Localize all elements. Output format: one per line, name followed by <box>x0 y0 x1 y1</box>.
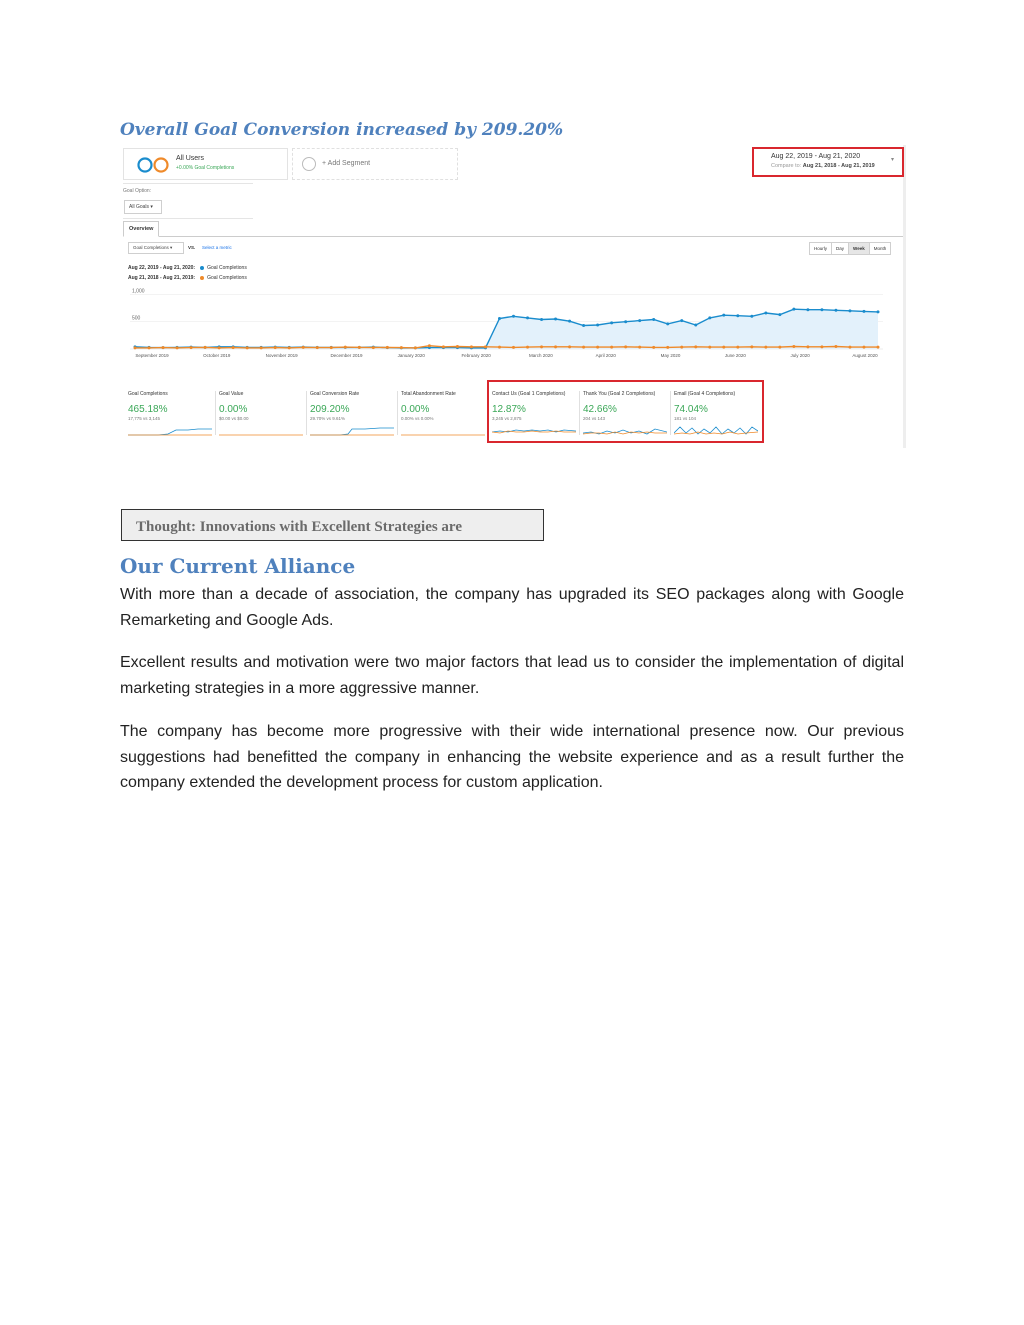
data-point <box>736 314 739 317</box>
data-point <box>792 308 795 311</box>
x-tick-label: October 2019 <box>203 353 231 358</box>
thought-box <box>121 509 544 541</box>
data-point <box>190 346 193 349</box>
data-point <box>652 346 655 349</box>
add-segment-button[interactable] <box>292 148 458 180</box>
scorecard-name: Contact Us (Goal 1 Completions) <box>492 391 566 397</box>
tab-baseline <box>123 236 903 237</box>
data-point <box>246 346 249 349</box>
data-point <box>218 346 221 349</box>
data-point <box>512 346 515 349</box>
data-point <box>862 346 865 349</box>
data-point <box>344 346 347 349</box>
data-point <box>260 346 263 349</box>
data-point <box>750 345 753 348</box>
data-point <box>680 346 683 349</box>
sparkline <box>128 423 212 437</box>
data-point <box>148 346 151 349</box>
period-day-button[interactable]: Day <box>831 242 849 255</box>
period-week-button[interactable]: Week <box>848 242 870 255</box>
scorecard-comparison: 0.00% vs 0.00% <box>401 416 434 421</box>
data-point <box>708 316 711 319</box>
report-heading: Overall Goal Conversion increased by 209.20% <box>120 120 564 140</box>
scorecard-goal-value[interactable] <box>217 387 305 441</box>
data-point <box>624 345 627 348</box>
segment-subtitle: +0.00% Goal Completions <box>176 165 235 171</box>
scorecard-value: 0.00% <box>401 404 430 415</box>
segment-rings-icon <box>137 156 171 174</box>
data-point <box>484 345 487 348</box>
data-point <box>666 346 669 349</box>
segment-title: All Users <box>176 155 205 162</box>
metric-select-value: Goal Completions <box>133 245 169 250</box>
data-point <box>358 346 361 349</box>
data-point <box>834 345 837 348</box>
divider <box>123 183 253 184</box>
data-point <box>877 346 880 349</box>
y-tick-label: 1,000 <box>132 288 145 295</box>
data-point <box>204 346 207 349</box>
paragraph-1: With more than a decade of association, the company has upgraded its SEO packages along with Google Remarketing and Google Ads. <box>120 586 904 629</box>
scorecard-name: Total Abandonment Rate <box>401 391 456 397</box>
scorecard-comparison: 29.70% vs 9.61% <box>310 416 346 421</box>
divider <box>397 391 398 435</box>
data-point <box>764 346 767 349</box>
add-segment-circle-icon <box>302 157 316 171</box>
x-tick-label: August 2020 <box>852 353 878 358</box>
scorecard-value: 42.66% <box>583 404 617 415</box>
compare-range: Aug 21, 2018 - Aug 21, 2019 <box>802 163 875 169</box>
data-point <box>806 308 809 311</box>
data-point <box>330 346 333 349</box>
scorecard-value: 465.18% <box>128 404 168 415</box>
data-point <box>134 346 137 349</box>
vs-label: VS. <box>188 245 196 250</box>
data-point <box>274 346 277 349</box>
scorecard-comparison: 17,775 vs 3,145 <box>128 416 161 421</box>
data-point <box>442 345 445 348</box>
data-point <box>302 346 305 349</box>
data-point <box>596 324 599 327</box>
scorecard-comparison: $0.00 vs $0.00 <box>219 416 249 421</box>
data-point <box>568 320 571 323</box>
scorecard-goal-completions[interactable] <box>126 387 214 441</box>
legend-current-metric: Goal Completions <box>207 265 247 271</box>
data-point <box>176 346 179 349</box>
legend-previous-range: Aug 21, 2018 - Aug 21, 2019: <box>128 275 196 281</box>
data-point <box>386 346 389 349</box>
scorecard-total-abandonment-rate[interactable] <box>399 387 487 441</box>
scorecard-value: 74.04% <box>674 404 708 415</box>
data-point <box>232 346 235 349</box>
data-point <box>736 346 739 349</box>
data-point <box>470 345 473 348</box>
data-point <box>428 344 431 347</box>
data-point <box>848 309 851 312</box>
data-point <box>540 345 543 348</box>
legend-current <box>128 265 247 271</box>
compare-range-row <box>771 163 875 169</box>
x-tick-label: March 2020 <box>529 353 553 358</box>
scorecard-name: Thank You (Goal 2 Completions) <box>583 391 656 397</box>
chevron-down-icon: ▾ <box>890 157 894 163</box>
data-point <box>582 346 585 349</box>
x-tick-label: January 2020 <box>397 353 425 358</box>
data-point <box>554 318 557 321</box>
goal-option-select[interactable] <box>124 200 162 214</box>
scorecard-comparison: 3,245 vs 2,875 <box>492 416 522 421</box>
data-point <box>512 315 515 318</box>
scorecard-value: 12.87% <box>492 404 526 415</box>
divider <box>123 218 253 219</box>
data-point <box>540 318 543 321</box>
data-point <box>722 314 725 317</box>
data-point <box>288 346 291 349</box>
data-point <box>848 346 851 349</box>
data-point <box>778 346 781 349</box>
x-tick-label: September 2019 <box>135 353 169 358</box>
data-point <box>456 345 459 348</box>
scorecard-name: Goal Conversion Rate <box>310 391 360 397</box>
data-point <box>652 318 655 321</box>
sparkline <box>219 423 303 437</box>
data-point <box>722 346 725 349</box>
data-point <box>316 346 319 349</box>
legend-dot-icon <box>200 266 204 270</box>
sparkline <box>310 423 394 437</box>
thought-text: Thought: Innovations with Excellent Strategies are <box>136 519 462 535</box>
data-point <box>526 346 529 349</box>
data-point <box>820 345 823 348</box>
date-range: Aug 22, 2019 - Aug 21, 2020 <box>771 153 861 160</box>
section-title: Our Current Alliance <box>120 554 356 578</box>
select-metric-link[interactable]: Select a metric <box>202 245 232 250</box>
scorecard-comparison: 204 vs 143 <box>583 416 606 421</box>
data-point <box>554 345 557 348</box>
period-toggle <box>810 242 891 255</box>
series-area <box>135 309 878 349</box>
data-point <box>610 321 613 324</box>
chevron-down-icon: ▾ <box>150 204 153 210</box>
data-point <box>596 346 599 349</box>
legend-previous-metric: Goal Completions <box>207 275 247 281</box>
x-tick-label: April 2020 <box>595 353 616 358</box>
data-point <box>400 346 403 349</box>
data-point <box>610 346 613 349</box>
data-point <box>680 319 683 322</box>
date-range-picker[interactable] <box>752 147 904 177</box>
data-point <box>764 312 767 315</box>
metric-select[interactable] <box>128 242 184 254</box>
goals-highlight-box <box>487 380 764 443</box>
segment-all-users[interactable] <box>123 148 288 180</box>
data-point <box>414 346 417 349</box>
legend-dot-icon <box>200 276 204 280</box>
data-point <box>372 346 375 349</box>
x-tick-label: November 2019 <box>265 353 298 358</box>
x-tick-label: February 2020 <box>461 353 491 358</box>
scorecard-name: Email (Goal 4 Completions) <box>674 391 736 397</box>
scorecard-goal-conversion-rate[interactable] <box>308 387 396 441</box>
scorecard-comparison: 181 vs 104 <box>674 416 697 421</box>
scorecard-name: Goal Value <box>219 391 244 397</box>
divider <box>215 391 216 435</box>
data-point <box>834 309 837 312</box>
analytics-screenshot <box>120 145 906 448</box>
data-point <box>792 345 795 348</box>
data-point <box>498 317 501 320</box>
x-tick-label: June 2020 <box>724 353 746 358</box>
data-point <box>624 320 627 323</box>
data-point <box>568 345 571 348</box>
sparkline <box>401 423 485 437</box>
data-point <box>162 346 165 349</box>
goal-option-value: All Goals <box>129 204 150 210</box>
data-point <box>694 324 697 327</box>
data-point <box>638 319 641 322</box>
data-point <box>708 346 711 349</box>
divider <box>306 391 307 435</box>
tab-overview[interactable]: Overview <box>123 221 159 237</box>
data-point <box>820 308 823 311</box>
data-point <box>694 345 697 348</box>
data-point <box>806 345 809 348</box>
data-point <box>862 310 865 313</box>
x-tick-label: July 2020 <box>790 353 810 358</box>
x-tick-label: December 2019 <box>330 353 363 358</box>
add-segment-label: + Add Segment <box>322 160 371 167</box>
scorecard-name: Goal Completions <box>128 391 168 397</box>
data-point <box>498 346 501 349</box>
x-tick-label: May 2020 <box>660 353 681 358</box>
period-month-button[interactable]: Month <box>869 242 892 255</box>
data-point <box>526 316 529 319</box>
data-point <box>638 346 641 349</box>
data-point <box>750 315 753 318</box>
y-tick-label: 500 <box>132 315 141 322</box>
data-point <box>877 310 880 313</box>
scorecard-value: 0.00% <box>219 404 248 415</box>
compare-label: Compare to: <box>771 163 802 169</box>
legend-previous <box>128 275 247 281</box>
data-point <box>778 313 781 316</box>
goal-option-label: Goal Option: <box>123 188 152 194</box>
period-hourly-button[interactable]: Hourly <box>809 242 832 255</box>
goal-completions-chart <box>120 285 906 365</box>
data-point <box>582 324 585 327</box>
scorecard-value: 209.20% <box>310 404 350 415</box>
chevron-down-icon: ▾ <box>170 245 173 250</box>
paragraph-2: Excellent results and motivation were two major factors that lead us to consider the implementation of digital marketing strategies in a more aggressive manner. <box>120 654 904 697</box>
paragraph-3: The company has become more progressive with their wide international presence now. Our previous suggestions had benefitted the company in enhancing the website experience and as a result further the company extended the development process for custom application. <box>120 723 904 791</box>
legend-current-range: Aug 22, 2019 - Aug 21, 2020: <box>128 265 196 271</box>
data-point <box>666 322 669 325</box>
